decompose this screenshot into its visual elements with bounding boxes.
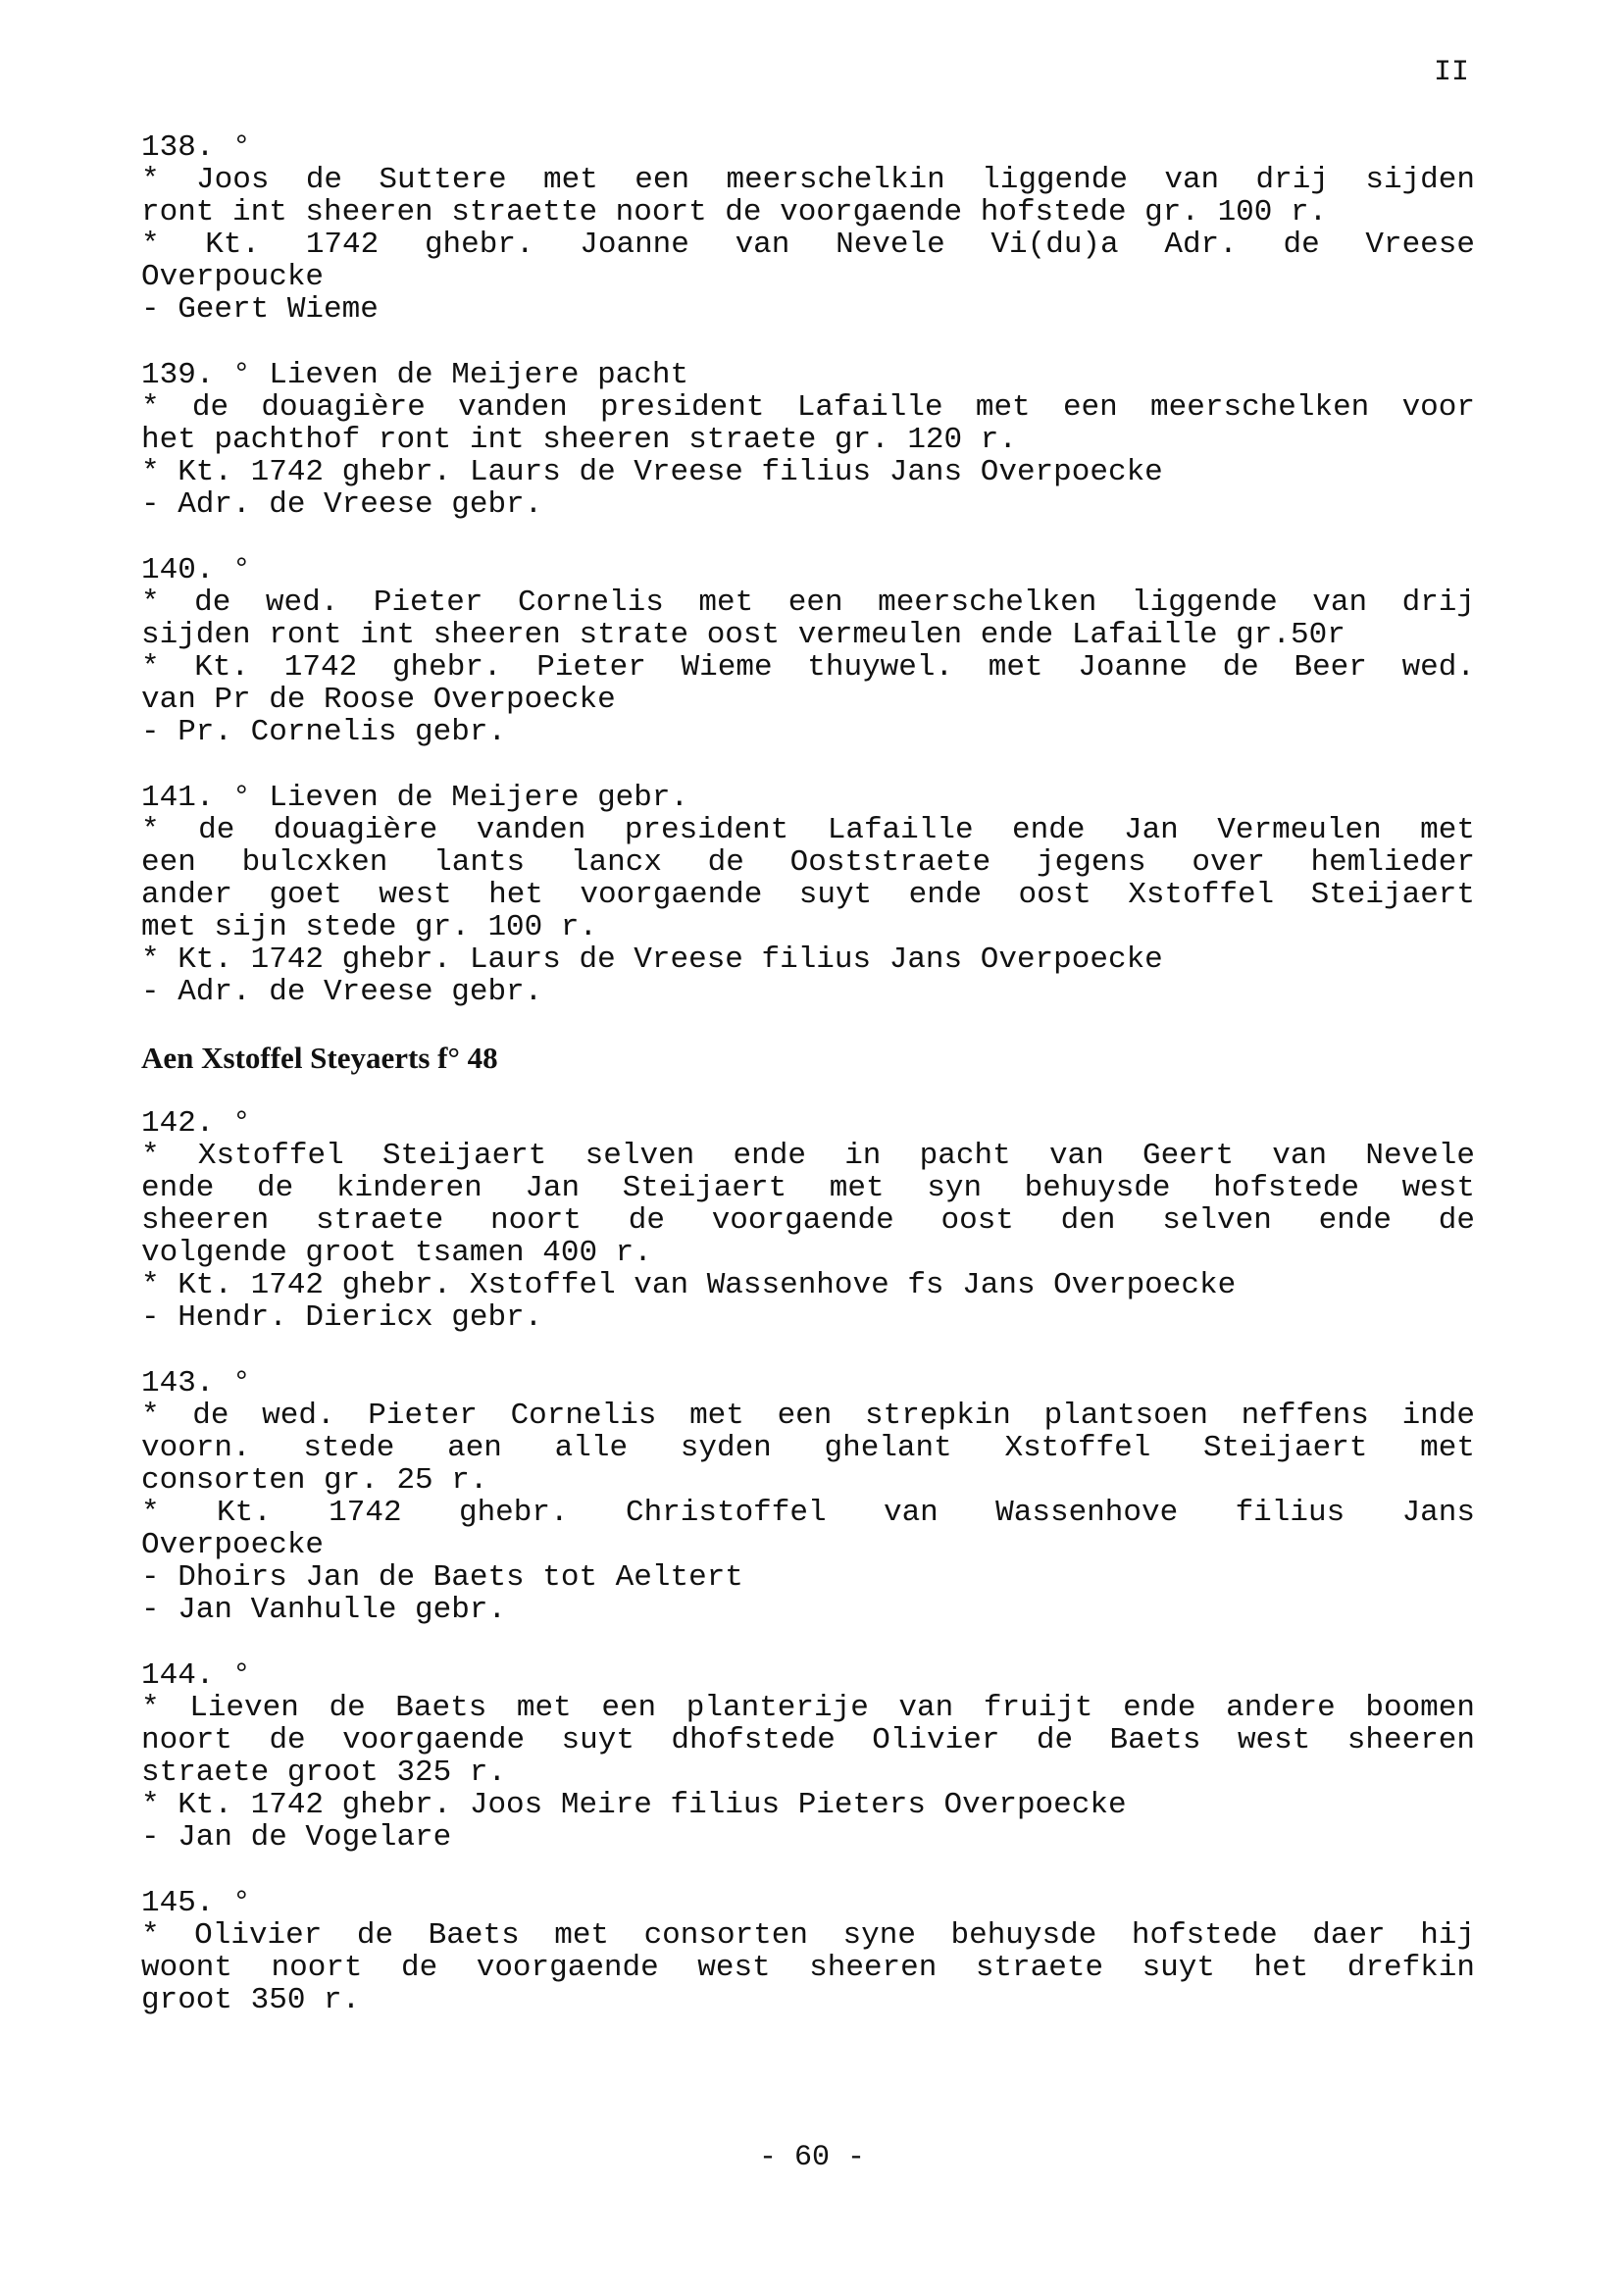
entry-line: * Xstoffel Steijaert selven ende in pacht van Geert van Nevele	[141, 1139, 1475, 1173]
entry	[141, 131, 1475, 326]
entry-line: - Adr. de Vreese gebr.	[141, 487, 543, 522]
entry-number: 139. ° Lieven de Meijere pacht	[141, 358, 689, 392]
entry-line: sheeren straete noort de voorgaende oost den selven ende de	[141, 1203, 1475, 1238]
footer-page-number: - 60 -	[758, 2141, 866, 2174]
entry-number: 143. °	[141, 1366, 251, 1400]
entry-line: - Hendr. Diericx gebr.	[141, 1300, 543, 1335]
entry-line: ende de kinderen Jan Steijaert met syn behuysde hofstede west	[141, 1171, 1475, 1205]
entry-line: * Kt. 1742 ghebr. Xstoffel van Wassenhove fs Jans Overpoecke	[141, 1268, 1237, 1302]
entry-line: Overpoecke	[141, 1528, 325, 1562]
entry-line: * Kt. 1742 ghebr. Laurs de Vreese filius Jans Overpoecke	[141, 942, 1163, 977]
entry-line: * de wed. Pieter Cornelis met een strepkin plantsoen neffens inde	[141, 1399, 1475, 1433]
entry	[141, 782, 1475, 1008]
entry-line: - Jan Vanhulle gebr.	[141, 1593, 507, 1627]
entry-line: * de douagière vanden president Lafaille met een meerschelken voor	[141, 390, 1475, 425]
entry-line: * Kt. 1742 ghebr. Pieter Wieme thuywel. met Joanne de Beer wed.	[141, 650, 1475, 685]
page-marker: II	[1434, 56, 1470, 89]
entry-line: * Olivier de Baets met consorten syne behuysde hofstede daer hij	[141, 1918, 1475, 1953]
entries-list	[141, 131, 1475, 2050]
entry	[141, 1107, 1475, 1334]
entry-line: ander goet west het voorgaende suyt ende oost Xstoffel Steijaert	[141, 878, 1475, 912]
entry-line: - Geert Wieme	[141, 292, 379, 327]
entry	[141, 554, 1475, 748]
entry-line: volgende groot tsamen 400 r.	[141, 1236, 652, 1270]
section-heading: Aen Xstoffel Steyaerts f° 48	[141, 1041, 498, 1075]
entry-line: - Jan de Vogelare	[141, 1820, 452, 1855]
entry	[141, 1659, 1475, 1854]
entry-line: * Kt. 1742 ghebr. Christoffel van Wassenhove filius Jans	[141, 1496, 1475, 1530]
entry-line: * Kt. 1742 ghebr. Laurs de Vreese filius Jans Overpoecke	[141, 455, 1163, 489]
entry-line: woont noort de voorgaende west sheeren straete suyt het drefkin	[141, 1951, 1475, 1985]
entry-line: straete groot 325 r.	[141, 1756, 507, 1790]
entry-line: - Adr. de Vreese gebr.	[141, 975, 543, 1009]
entry-number: 138. °	[141, 130, 251, 165]
entry-line: groot 350 r.	[141, 1983, 361, 2017]
entry-line: * Kt. 1742 ghebr. Joanne van Nevele Vi(du)a Adr. de Vreese	[141, 228, 1475, 262]
entry-line: sijden ront int sheeren strate oost vermeulen ende Lafaille gr.50r	[141, 618, 1345, 652]
entry-line: * Joos de Suttere met een meerschelkin liggende van drij sijden	[141, 163, 1475, 197]
entry-line: ront int sheeren straette noort de voorgaende hofstede gr. 100 r.	[141, 195, 1328, 229]
entry-line: een bulcxken lants lancx de Ooststraete jegens over hemlieder	[141, 845, 1475, 880]
entries-group-b	[141, 1107, 1475, 2016]
entry-number: 145. °	[141, 1886, 251, 1920]
entry	[141, 1367, 1475, 1626]
entry-number: 142. °	[141, 1106, 251, 1141]
entry-line: * de douagière vanden president Lafaille ende Jan Vermeulen met	[141, 813, 1475, 847]
entry-line: consorten gr. 25 r.	[141, 1463, 488, 1498]
entry-line: noort de voorgaende suyt dhofstede Olivier de Baets west sheeren	[141, 1723, 1475, 1757]
entry-line: het pachthof ront int sheeren straete gr. 120 r.	[141, 423, 1017, 457]
entry-line: voorn. stede aen alle syden ghelant Xstoffel Steijaert met	[141, 1431, 1475, 1465]
entry	[141, 359, 1475, 521]
entry-number: 144. °	[141, 1658, 251, 1693]
entry-number: 141. ° Lieven de Meijere gebr.	[141, 781, 689, 815]
entry-line: van Pr de Roose Overpoecke	[141, 683, 616, 717]
entry-line: - Pr. Cornelis gebr.	[141, 715, 507, 749]
entry-line: met sijn stede gr. 100 r.	[141, 910, 598, 944]
entry-line: * Kt. 1742 ghebr. Joos Meire filius Pieters Overpoecke	[141, 1788, 1127, 1822]
entry	[141, 1887, 1475, 2016]
entry-line: Overpoucke	[141, 260, 325, 294]
entry-line: * Lieven de Baets met een planterije van fruijt ende andere boomen	[141, 1691, 1475, 1725]
entries-group-a	[141, 131, 1475, 1008]
entry-number: 140. °	[141, 553, 251, 587]
entry-line: - Dhoirs Jan de Baets tot Aeltert	[141, 1560, 743, 1595]
entry-line: * de wed. Pieter Cornelis met een meerschelken liggende van drij	[141, 585, 1475, 620]
